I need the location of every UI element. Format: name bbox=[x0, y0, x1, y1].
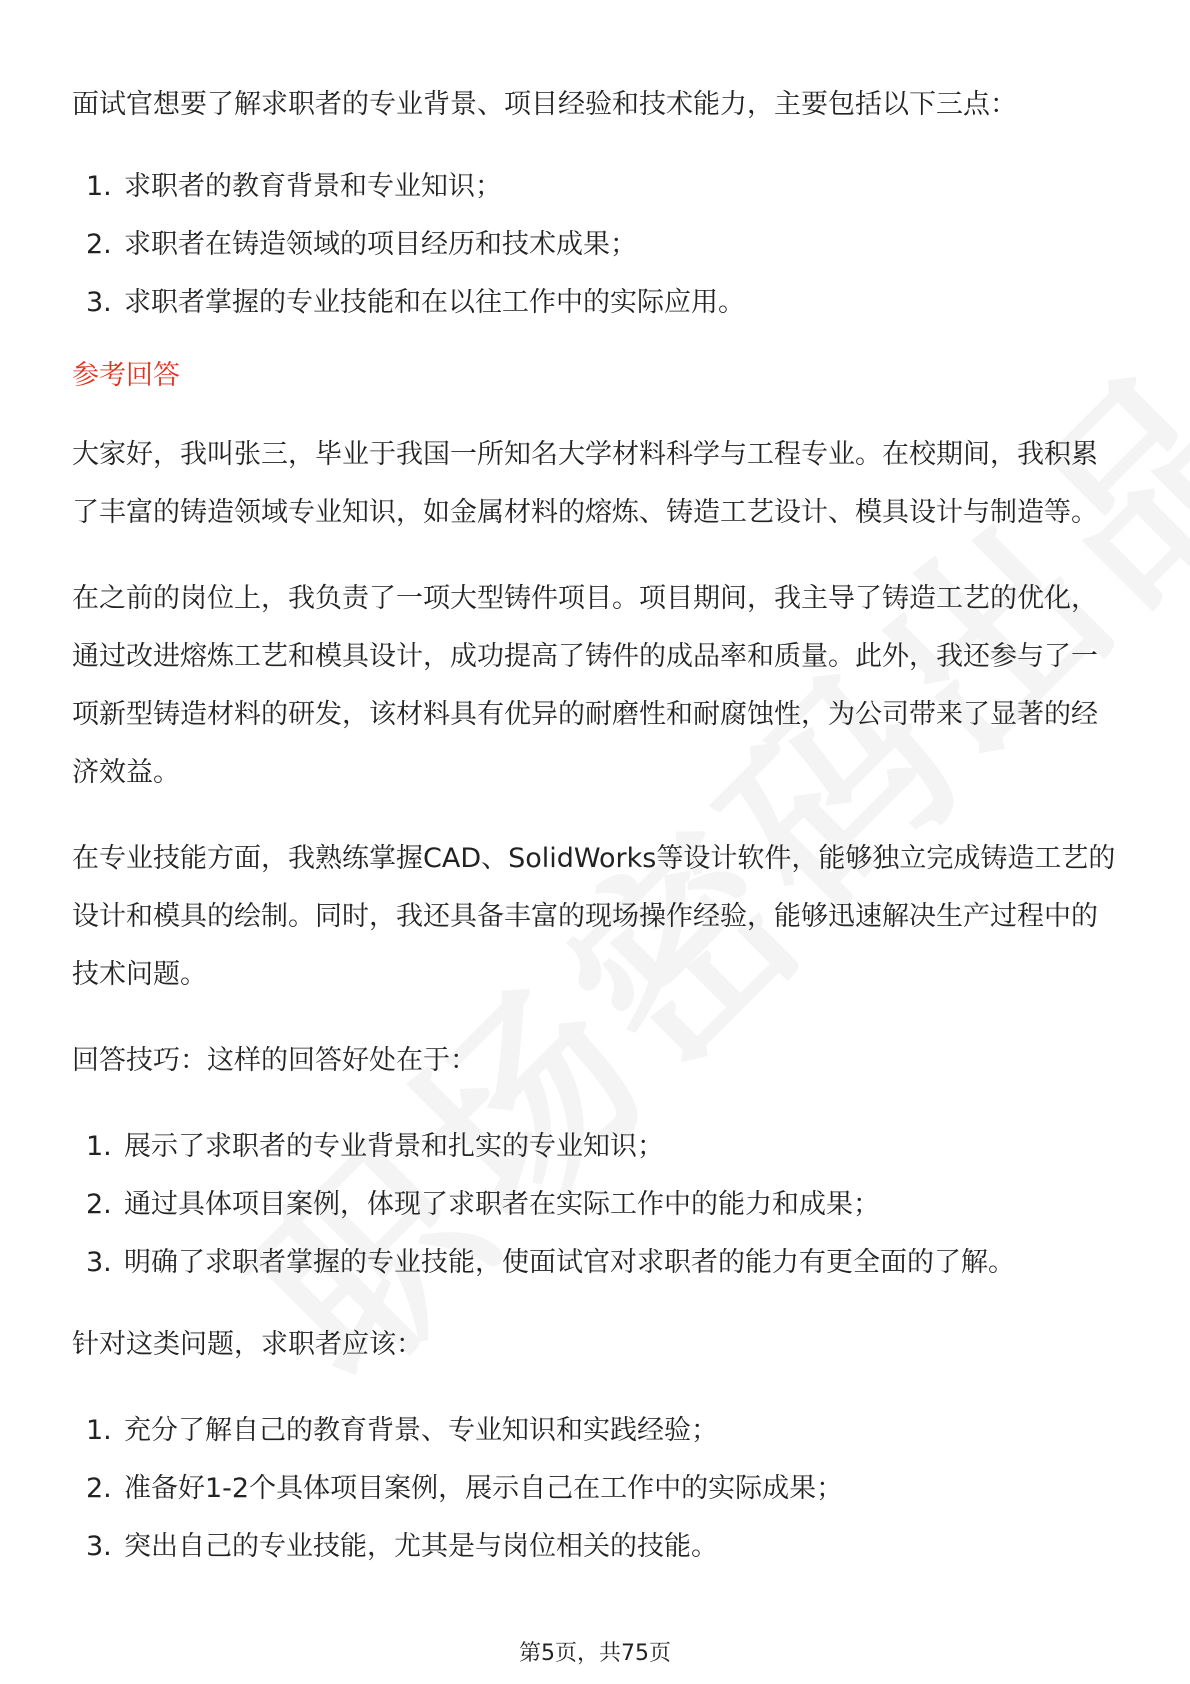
answer-paragraph-2: 在之前的岗位上，我负责了一项大型铸件项目。项目期间，我主导了铸造工艺的优化，通过改进熔炼工艺和模具设计，成功提高了铸件的成品率和质量。此外，我还参与了一项新型铸造材料的研发，该材料具有优异的耐磨性和耐腐蚀性，为公司带来了显著的经济效益。 bbox=[72, 583, 1098, 788]
list-number: 3. bbox=[86, 1247, 112, 1278]
list-text: 通过具体项目案例，体现了求职者在实际工作中的能力和成果； bbox=[124, 1189, 880, 1220]
list-number: 1. bbox=[86, 171, 112, 202]
list-number: 1. bbox=[86, 1131, 112, 1162]
list-number: 2. bbox=[86, 1189, 112, 1220]
list-number: 1. bbox=[86, 1415, 112, 1446]
list-number: 2. bbox=[86, 1473, 112, 1504]
list-item bbox=[72, 1118, 1122, 1176]
advice-intro: 针对这类问题，求职者应该： bbox=[72, 1329, 423, 1360]
list-number: 3. bbox=[86, 1531, 112, 1562]
list-item bbox=[72, 1234, 1122, 1292]
list-text: 求职者掌握的专业技能和在以往工作中的实际应用。 bbox=[124, 287, 745, 318]
section-heading: 参考回答 bbox=[72, 360, 180, 391]
list-item bbox=[72, 1402, 1122, 1460]
answer-paragraph-3: 在专业技能方面，我熟练掌握CAD、SolidWorks等设计软件，能够独立完成铸造工艺的设计和模具的绘制。同时，我还具备丰富的现场操作经验，能够迅速解决生产过程中的技术问题。 bbox=[72, 843, 1116, 990]
list-item bbox=[72, 274, 1122, 332]
list-item bbox=[72, 216, 1122, 274]
list-text: 准备好1-2个具体项目案例，展示自己在工作中的实际成果； bbox=[124, 1473, 844, 1504]
list-number: 3. bbox=[86, 287, 112, 318]
list-item bbox=[72, 1518, 1122, 1576]
tips-intro: 回答技巧：这样的回答好处在于： bbox=[72, 1045, 477, 1076]
page-content bbox=[72, 76, 1122, 1576]
list-text: 充分了解自己的教育背景、专业知识和实践经验； bbox=[124, 1415, 718, 1446]
answer-paragraph-1: 大家好，我叫张三，毕业于我国一所知名大学材料科学与工程专业。在校期间，我积累了丰富的铸造领域专业知识，如金属材料的熔炼、铸造工艺设计、模具设计与制造等。 bbox=[72, 439, 1098, 528]
list-text: 突出自己的专业技能，尤其是与岗位相关的技能。 bbox=[124, 1531, 718, 1562]
list-item bbox=[72, 1176, 1122, 1234]
advice-list bbox=[72, 1402, 1122, 1576]
list-text: 展示了求职者的专业背景和扎实的专业知识； bbox=[124, 1131, 664, 1162]
tips-list bbox=[72, 1118, 1122, 1292]
list-item bbox=[72, 1460, 1122, 1518]
page-number-footer: 第5页，共75页 bbox=[519, 1641, 671, 1666]
intro-list bbox=[72, 158, 1122, 332]
list-text: 求职者的教育背景和专业知识； bbox=[124, 171, 502, 202]
list-text: 求职者在铸造领域的项目经历和技术成果； bbox=[124, 229, 637, 260]
list-item bbox=[72, 158, 1122, 216]
list-number: 2. bbox=[86, 229, 112, 260]
intro-paragraph: 面试官想要了解求职者的专业背景、项目经验和技术能力，主要包括以下三点： bbox=[72, 89, 1017, 120]
list-text: 明确了求职者掌握的专业技能，使面试官对求职者的能力有更全面的了解。 bbox=[124, 1247, 1015, 1278]
